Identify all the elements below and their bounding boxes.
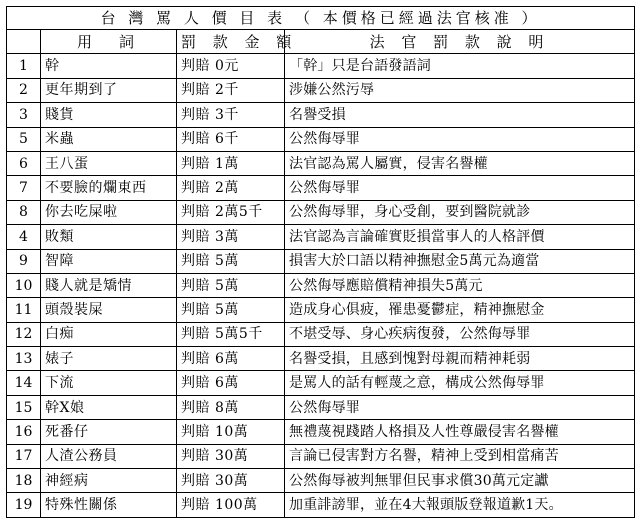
row-word: 智障 — [41, 249, 177, 273]
row-description: 法官認為罵人屬實，侵害名譽權 — [285, 151, 635, 175]
header-index — [7, 30, 41, 54]
row-description: 公然侮辱罪 — [285, 127, 635, 151]
row-fine: 判賠 30萬 — [177, 469, 285, 493]
row-word: 神經病 — [41, 469, 177, 493]
row-word: 頭殼裝屎 — [41, 298, 177, 322]
row-word: 更年期到了 — [41, 78, 177, 102]
row-fine: 判賠 3萬 — [177, 225, 285, 249]
row-index: 8 — [7, 200, 41, 224]
row-fine: 判賠 100萬 — [177, 493, 285, 517]
header-word: 用 詞 — [41, 30, 177, 54]
table-row — [7, 249, 635, 273]
price-table — [6, 6, 635, 518]
row-word: 特殊性關係 — [41, 493, 177, 517]
row-word: 死番仔 — [41, 420, 177, 444]
row-fine: 判賠 2千 — [177, 78, 285, 102]
row-description: 損害大於口語以精神撫慰金5萬元為適當 — [285, 249, 635, 273]
row-fine: 判賠 0元 — [177, 54, 285, 78]
row-index: 14 — [7, 371, 41, 395]
row-index: 13 — [7, 347, 41, 371]
row-description: 是罵人的話有輕蔑之意，構成公然侮辱罪 — [285, 371, 635, 395]
row-word: 人渣公務員 — [41, 444, 177, 468]
table-row — [7, 469, 635, 493]
row-fine: 判賠 10萬 — [177, 420, 285, 444]
row-word: 婊子 — [41, 347, 177, 371]
row-fine: 判賠 6萬 — [177, 371, 285, 395]
table-row — [7, 493, 635, 517]
row-fine: 判賠 2萬 — [177, 176, 285, 200]
table-row — [7, 176, 635, 200]
table-row — [7, 127, 635, 151]
row-description: 無禮蔑視踐踏人格損及人性尊嚴侵害名譽權 — [285, 420, 635, 444]
row-fine: 判賠 5萬5千 — [177, 322, 285, 346]
table-row — [7, 54, 635, 78]
header-fine: 罰 款 金 額 — [177, 30, 285, 54]
row-index: 9 — [7, 249, 41, 273]
row-fine: 判賠 30萬 — [177, 444, 285, 468]
row-index: 5 — [7, 127, 41, 151]
row-fine: 判賠 5萬 — [177, 249, 285, 273]
row-fine: 判賠 5萬 — [177, 298, 285, 322]
header-desc: 法 官 罰 款 說 明 — [285, 30, 635, 54]
row-index: 15 — [7, 395, 41, 419]
row-description: 公然侮辱罪 — [285, 395, 635, 419]
row-word: 賤人就是矯情 — [41, 273, 177, 297]
row-description: 「幹」只是台語發語詞 — [285, 54, 635, 78]
table-row — [7, 444, 635, 468]
header-row — [7, 30, 635, 54]
row-index: 12 — [7, 322, 41, 346]
row-description: 言論已侵害對方名譽，精神上受到相當痛苦 — [285, 444, 635, 468]
row-word: 敗類 — [41, 225, 177, 249]
table-row — [7, 420, 635, 444]
table-row — [7, 298, 635, 322]
row-word: 白痴 — [41, 322, 177, 346]
row-fine: 判賠 6萬 — [177, 347, 285, 371]
table-title: 台 灣 罵 人 價 目 表 （ 本價格已經過法官核准 ） — [7, 7, 635, 30]
table-row — [7, 322, 635, 346]
row-description: 公然侮辱罪 — [285, 176, 635, 200]
row-description: 公然侮辱罪，身心受創，要到醫院就診 — [285, 200, 635, 224]
row-index: 19 — [7, 493, 41, 517]
table-row — [7, 395, 635, 419]
row-word: 你去吃屎啦 — [41, 200, 177, 224]
table-row — [7, 371, 635, 395]
row-fine: 判賠 3千 — [177, 103, 285, 127]
table-row — [7, 347, 635, 371]
row-description: 涉嫌公然污辱 — [285, 78, 635, 102]
row-fine: 判賠 6千 — [177, 127, 285, 151]
row-index: 6 — [7, 151, 41, 175]
row-index: 3 — [7, 103, 41, 127]
row-description: 公然侮辱被判無罪但民事求償30萬元定讞 — [285, 469, 635, 493]
table-row — [7, 225, 635, 249]
row-fine: 判賠 2萬5千 — [177, 200, 285, 224]
table-row — [7, 103, 635, 127]
row-description: 公然侮辱應賠償精神損失5萬元 — [285, 273, 635, 297]
row-index: 17 — [7, 444, 41, 468]
row-description: 加重誹謗罪，並在4大報頭版登報道歉1天。 — [285, 493, 635, 517]
row-index: 7 — [7, 176, 41, 200]
table-row — [7, 200, 635, 224]
row-description: 名譽受損，且感到愧對母親而精神耗弱 — [285, 347, 635, 371]
table-row — [7, 78, 635, 102]
row-word: 幹X娘 — [41, 395, 177, 419]
table-row — [7, 273, 635, 297]
row-word: 幹 — [41, 54, 177, 78]
row-word: 米蟲 — [41, 127, 177, 151]
row-index: 18 — [7, 469, 41, 493]
row-description: 名譽受損 — [285, 103, 635, 127]
row-word: 賤貨 — [41, 103, 177, 127]
table-row — [7, 151, 635, 175]
row-word: 不要臉的爛東西 — [41, 176, 177, 200]
row-description: 法官認為言論確實貶損當事人的人格評價 — [285, 225, 635, 249]
row-index: 4 — [7, 225, 41, 249]
row-index: 16 — [7, 420, 41, 444]
row-word: 王八蛋 — [41, 151, 177, 175]
title-row — [7, 7, 635, 30]
row-index: 11 — [7, 298, 41, 322]
row-fine: 判賠 5萬 — [177, 273, 285, 297]
row-description: 不堪受辱、身心疾病復發，公然侮辱罪 — [285, 322, 635, 346]
row-word: 下流 — [41, 371, 177, 395]
row-index: 1 — [7, 54, 41, 78]
row-fine: 判賠 1萬 — [177, 151, 285, 175]
row-index: 2 — [7, 78, 41, 102]
row-description: 造成身心俱疲，罹患憂鬱症，精神撫慰金 — [285, 298, 635, 322]
row-index: 10 — [7, 273, 41, 297]
row-fine: 判賠 8萬 — [177, 395, 285, 419]
